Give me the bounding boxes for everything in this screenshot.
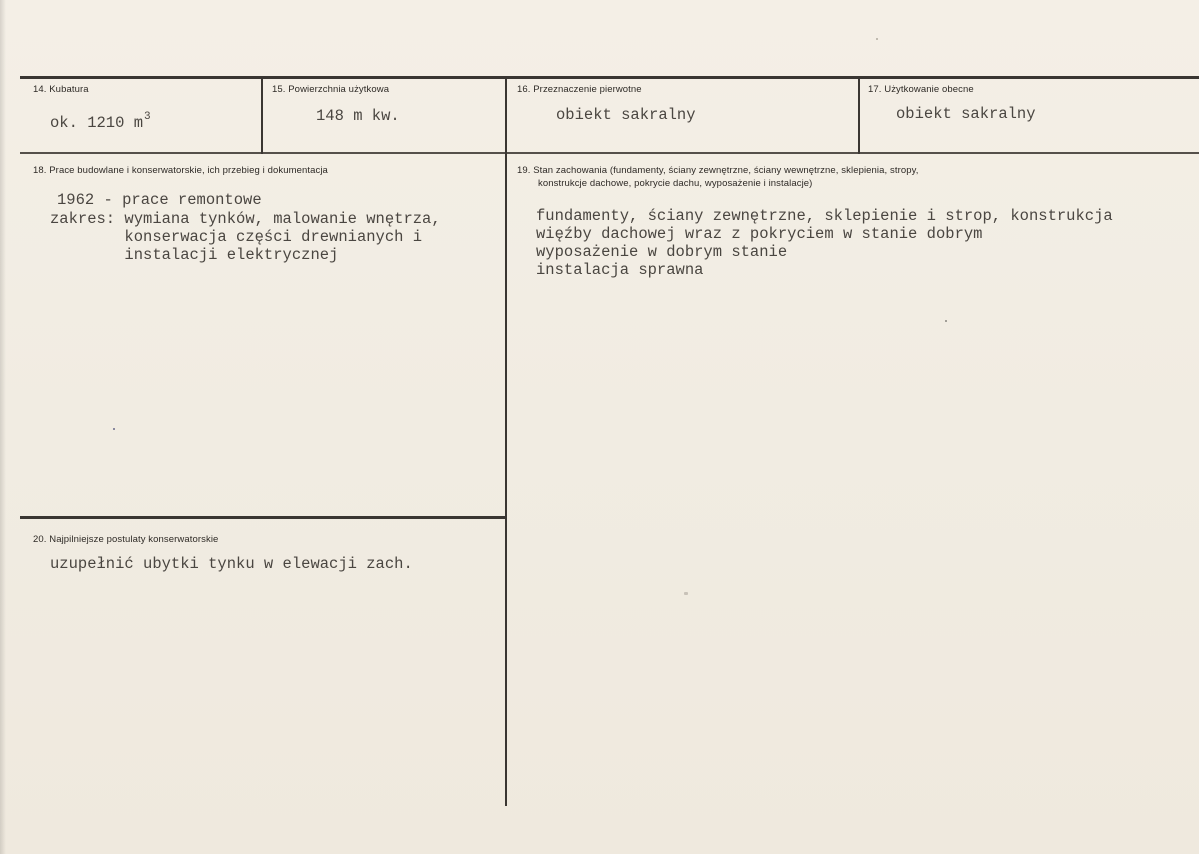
field-18-line-3: konserwacja części drewnianych i: [50, 228, 423, 246]
field-19-line-1: fundamenty, ściany zewnętrzne, sklepienie i strop, konstrukcja: [536, 207, 1113, 225]
section20-top-rule: [20, 516, 506, 519]
field-17-label: 17. Użytkowanie obecne: [868, 84, 974, 95]
divider-16-17: [858, 76, 860, 154]
field-17-value: obiekt sakralny: [896, 105, 1036, 123]
row1-bottom-rule: [20, 152, 1199, 154]
field-18-line-1: 1962 - prace remontowe: [57, 191, 262, 209]
divider-15-16: [505, 76, 507, 806]
field-16-label: 16. Przeznaczenie pierwotne: [517, 84, 642, 95]
field-14-value-text: ok. 1210 m: [50, 114, 144, 132]
field-15-label: 15. Powierzchnia użytkowa: [272, 84, 390, 95]
field-19-line-4: instalacja sprawna: [536, 261, 704, 279]
divider-14-15: [261, 76, 263, 154]
field-19-label-line-1: 19. Stan zachowania (fundamenty, ściany zewnętrzne, ściany wewnętrzne, sklepienia, stropy,: [517, 165, 919, 176]
paper-speck: [945, 320, 947, 322]
field-20-value: uzupełnić ubytki tynku w elewacji zach.: [50, 555, 413, 573]
field-18-line-4: instalacji elektrycznej: [50, 246, 339, 264]
field-14-value: [50, 108, 151, 132]
field-14-superscript: 3: [144, 111, 151, 123]
page-edge-shadow: [0, 0, 6, 854]
top-rule: [20, 76, 1199, 79]
field-20-label: 20. Najpilniejsze postulaty konserwatorskie: [33, 534, 219, 545]
field-19-label-line-2: konstrukcje dachowe, pokrycie dachu, wyposażenie i instalacje): [538, 178, 813, 189]
paper-speck: [113, 428, 115, 430]
paper-speck: [876, 38, 878, 40]
field-19-line-3: wyposażenie w dobrym stanie: [536, 243, 788, 261]
field-16-value: obiekt sakralny: [556, 106, 696, 124]
paper-speck: [684, 592, 688, 595]
field-19-line-2: więźby dachowej wraz z pokryciem w stanie dobrym: [536, 225, 983, 243]
field-15-value: 148 m kw.: [316, 107, 400, 125]
field-18-line-2: zakres: wymiana tynków, malowanie wnętrza,: [50, 210, 441, 228]
field-14-label: 14. Kubatura: [33, 84, 89, 95]
field-18-label: 18. Prace budowlane i konserwatorskie, ich przebieg i dokumentacja: [33, 165, 328, 176]
